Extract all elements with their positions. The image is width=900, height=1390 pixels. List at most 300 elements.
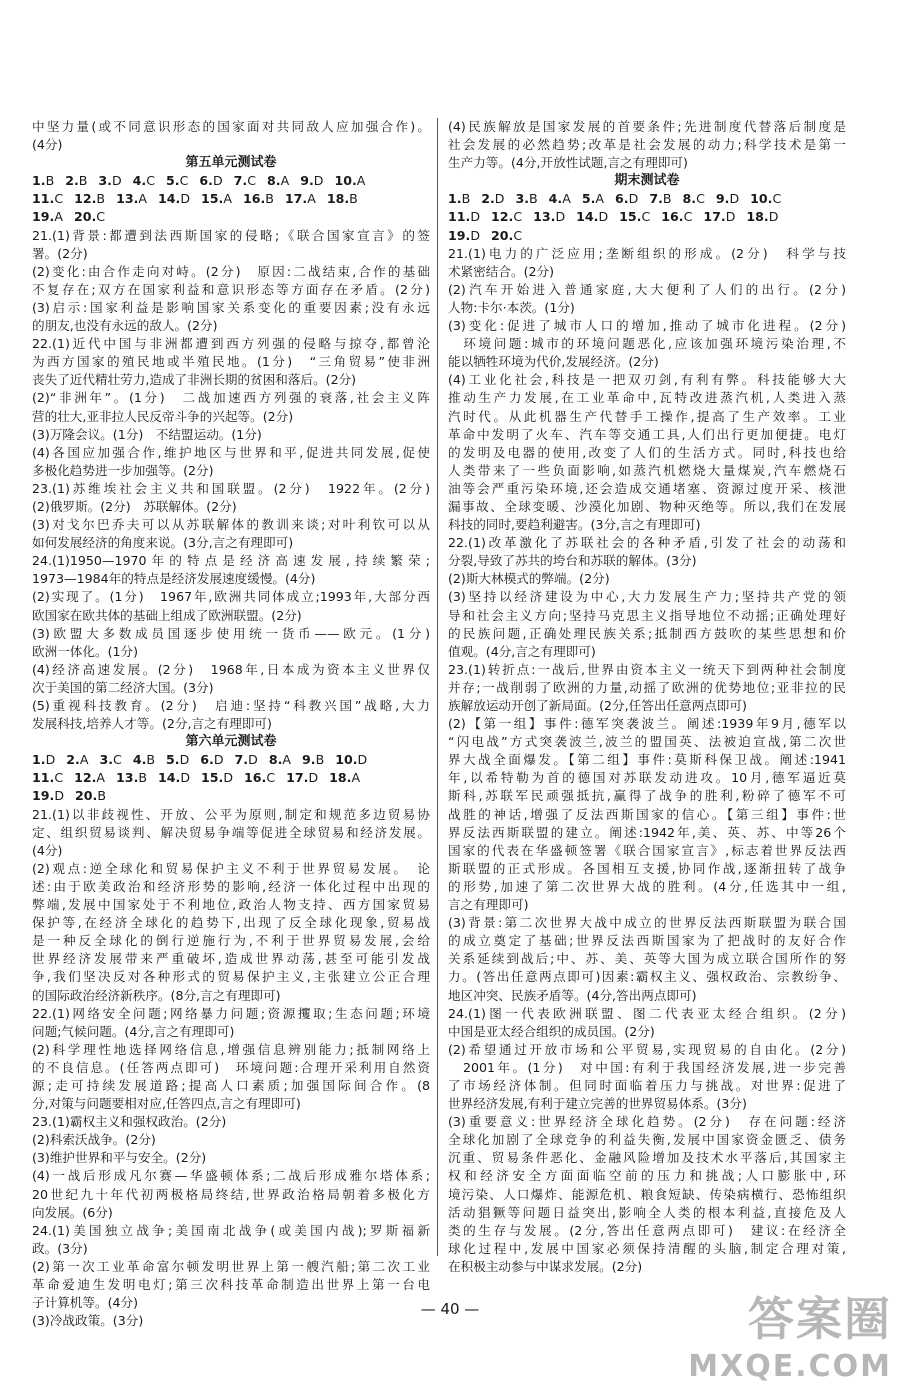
text-line: 20世纪九十年代初两极格局终结,世界政治格局朝着多极化方 xyxy=(32,1186,430,1202)
text-line: 21.(1)背景:都遭到法西斯国家的侵略;《联合国家宣言》的签 xyxy=(32,227,430,243)
text-line: 油等会严重污染环境,还会造成交通堵塞、资源过度开采、核泄 xyxy=(448,480,846,496)
answer-letter: B xyxy=(138,770,147,786)
text-line: 22.(1)改革激化了苏联社会的各种矛盾,引发了社会的动荡和 xyxy=(448,535,846,551)
text-line: 弊端,发展中国家处于不利地位,政治人物支持、西方国家贸易 xyxy=(32,897,430,913)
text-line: 争,我们坚决反对各种形式的贸易保护主义,主张建立公正合理 xyxy=(32,969,430,985)
choice-answer xyxy=(481,190,504,208)
text-line: 发展科技,培养人才等。(2分,言之有理即可) xyxy=(32,716,272,732)
text-line: 欧洲一体化。(1分) xyxy=(32,643,138,659)
question-number: 4. xyxy=(132,173,147,189)
section-heading: 第五单元测试卷 xyxy=(185,155,277,171)
text-line: 的成立奠定了基础;世界反法西斯国家为了把战时的友好合作 xyxy=(448,933,846,949)
text-line: (2)实现了。(1分) 1967年,欧洲共同体成立;1993年,大部分西 xyxy=(32,589,430,605)
text-line: 力。(答出任意两点即可)因素:霸权主义、强权政治、宗教纷争、 xyxy=(448,969,846,985)
choice-answer xyxy=(116,769,147,787)
text-line: 是一种反全球化的倒行逆施行为,不利于世界贸易发展,会给 xyxy=(32,933,430,949)
choice-answer xyxy=(448,208,480,226)
choice-answer xyxy=(286,769,318,787)
text-line: 斯科,苏联军民顽强抵抗,赢得了战争的胜利,粉碎了德军不可 xyxy=(448,788,846,804)
choice-answer xyxy=(166,751,189,769)
choice-answer xyxy=(491,227,522,245)
question-number: 11. xyxy=(448,209,471,225)
choice-answer xyxy=(549,190,571,208)
choice-answer xyxy=(582,190,604,208)
text-line: 族解放运动开创了新局面。(2分,任答出任意两点即可) xyxy=(448,698,747,713)
answer-letter: C xyxy=(54,770,64,786)
text-line: 的朋友,也没有永远的敌人。(2分) xyxy=(32,318,218,334)
question-number: 5. xyxy=(166,752,180,768)
question-number: 3. xyxy=(99,752,114,768)
question-number: 13. xyxy=(116,770,139,786)
text-line: 了市场经济体制。但同时面临着压力与挑战。对世界:促进了 xyxy=(448,1077,846,1093)
text-line: (5)重视科技教育。(2分) 启迪:坚持“科教兴国”战略,大力 xyxy=(32,698,430,713)
question-number: 1. xyxy=(32,173,46,189)
text-line: (4)民族解放是国家发展的首要条件;先进制度代替落后制度是 xyxy=(448,119,846,134)
text-line: 类的生存与发展。(2分,答出任意两点即可) 建议:在经济全 xyxy=(448,1222,846,1238)
text-line: (4)各国应加强合作,维护地区与世界和平,促进共同发展,促使 xyxy=(32,444,430,460)
text-line: (2)汽车开始进入普通家庭,大大便利了人们的出行。(2分) xyxy=(448,281,846,297)
choice-answer xyxy=(201,190,232,208)
text-line: 漏事故、全球变暖、沙漠化加剧、物种灭绝等。所以,我们在发展 xyxy=(448,498,846,514)
choice-answer xyxy=(576,208,608,226)
choice-answer xyxy=(98,172,121,190)
answer-letter: D xyxy=(248,752,258,768)
answer-letter: D xyxy=(313,173,324,189)
choice-answers-row xyxy=(32,172,430,190)
text-line: 中坚力量(或不同意识形态的国家面对共同敌人应加强合作)。 xyxy=(32,119,430,134)
choice-answer xyxy=(649,190,671,208)
question-number: 13. xyxy=(116,191,139,207)
question-number: 9. xyxy=(715,191,730,207)
question-number: 9. xyxy=(300,173,314,189)
question-number: 15. xyxy=(201,191,224,207)
text-line: 全球化加剧了全球竞争的利益失衡,发展中国家资金匮乏、债务 xyxy=(448,1132,846,1148)
text-line: 22.(1)近代中国与非洲都遭到西方列强的侵略与掠夺,都曾沦 xyxy=(32,336,430,352)
question-number: 14. xyxy=(158,770,181,786)
choice-answer xyxy=(133,751,155,769)
answer-letter: A xyxy=(79,752,89,768)
text-line: 欧国家在欧共体的基础上组成了欧洲联盟。(2分) xyxy=(32,607,302,623)
section-heading: 期末测试卷 xyxy=(614,173,680,189)
text-line: (2)科索沃战争。(2分) xyxy=(32,1132,156,1148)
question-number: 19. xyxy=(32,209,55,225)
answer-letter: D xyxy=(725,209,736,225)
text-line: (4)一战后形成凡尔赛—华盛顿体系;二战后形成雅尔塔体系; xyxy=(32,1168,430,1184)
text-line: (2)第一次工业革命富尔顿发明世界上第一艘汽船;第二次工业 xyxy=(32,1258,430,1274)
answer-letter: C xyxy=(683,209,693,225)
choice-answer xyxy=(32,751,55,769)
answer-letter: D xyxy=(180,770,191,786)
answer-letter: D xyxy=(308,770,319,786)
choice-answer xyxy=(74,769,105,787)
text-line: 并存;一战削弱了欧洲的力量,动摇了欧洲的优势地位;亚非拉的民 xyxy=(448,679,846,695)
text-line: 丧失了近代精壮劳力,造成了非洲长期的贫困和落后。(2分) xyxy=(32,372,357,388)
watermark-site: MXQE.COM xyxy=(688,1349,892,1384)
question-number: 18. xyxy=(326,191,350,207)
text-line: (2)科学理性地选择网络信息,增强信息辨别能力;抵制网络上 xyxy=(32,1041,430,1057)
question-number: 12. xyxy=(491,209,514,225)
text-line: 斯联盟的正式形成。各国相互支援,协同作战,逐渐扭转了战争 xyxy=(448,860,846,876)
answer-letter: B xyxy=(529,191,538,207)
text-line: 24.(1)1950—1970年的特点是经济高速发展,持续繁荣; xyxy=(32,553,430,569)
question-number: 8. xyxy=(682,191,697,207)
question-number: 8. xyxy=(267,173,281,189)
page-number: — 40 — xyxy=(420,1300,480,1318)
choice-answer xyxy=(166,172,188,190)
text-line: 的发明及电器的使用,改变了人们的生活方式。同时,科技也给 xyxy=(448,444,846,460)
text-line: 多极化趋势进一步加强等。(2分) xyxy=(32,462,214,478)
question-number: 7. xyxy=(234,752,249,768)
question-number: 2. xyxy=(481,191,495,207)
choice-answers-row xyxy=(32,787,430,805)
choice-answer xyxy=(133,172,155,190)
question-number: 18. xyxy=(746,209,769,225)
question-number: 15. xyxy=(201,770,224,786)
right-column xyxy=(448,118,846,1276)
text-line: 界反法西斯联盟的建立。阐述:1942年,美、英、苏、中等26个 xyxy=(448,824,846,840)
question-number: 9. xyxy=(302,752,316,768)
question-number: 15. xyxy=(619,209,642,225)
choice-answer xyxy=(235,751,258,769)
text-line: 地区冲突、民族矛盾等。(4分,答出两点即可) xyxy=(448,987,697,1003)
answer-letter: C xyxy=(96,209,106,225)
column-divider xyxy=(437,118,438,1256)
choice-answers-row xyxy=(32,190,430,208)
text-line: 关系延续到战后;中、苏、美、英等大国为成立联合国所作的努 xyxy=(448,951,846,967)
text-line: 述:由于欧美政治和经济形势的影响,经济一体化过程中出现的 xyxy=(32,878,430,894)
text-line: 1973—1984年的特点是经济发展速度缓慢。(4分) xyxy=(32,571,316,587)
question-number: 6. xyxy=(199,173,213,189)
choice-answer xyxy=(448,227,480,245)
answer-letter: D xyxy=(45,752,56,768)
text-line: (2)观点:逆全球化和贸易保护主义不利于世界贸易发展。 论 xyxy=(32,860,430,876)
text-line: 22.(1)网络安全问题;网络暴力问题;资源攫取;生态问题;环境 xyxy=(32,1005,430,1021)
answer-letter: A xyxy=(223,191,232,207)
choice-answer xyxy=(74,208,105,226)
choice-answer xyxy=(32,769,63,787)
question-number: 10. xyxy=(750,191,773,207)
choice-answer xyxy=(285,190,316,208)
text-line: 次于美国的第二经济大国。(3分) xyxy=(32,679,214,695)
answer-letter: B xyxy=(97,788,106,804)
text-line: 科技的同时,要趋利避害。(3分,言之有理即可) xyxy=(448,517,701,533)
watermark xyxy=(688,1283,892,1384)
text-line: 营的壮大,亚非拉人民反帝斗争的兴起等。(2分) xyxy=(32,408,294,424)
answer-letter: C xyxy=(696,191,705,207)
text-line: 为西方国家的殖民地或半殖民地。(1分) “三角贸易”使非洲 xyxy=(32,354,430,370)
text-line: 的国际政治经济新秩序。(8分,言之有理即可) xyxy=(32,987,281,1003)
answer-letter: A xyxy=(54,209,63,225)
text-line: 24.(1)美国独立战争;美国南北战争(或美国内战);罗斯福新 xyxy=(32,1222,430,1238)
answer-letter: C xyxy=(641,209,651,225)
answer-letter: D xyxy=(598,209,609,225)
text-line: (3)重要意义:世界经济全球化趋势。(2分) 存在问题:经济 xyxy=(448,1114,846,1130)
text-line: (2)斯大林模式的弊端。(2分) xyxy=(448,571,610,587)
text-line: (3)背景:第二次世界大战中成立的世界反法西斯联盟为联合国 xyxy=(448,915,846,931)
text-line: 24.(1)图一代表欧洲联盟、图二代表亚太经合组织。(2分) xyxy=(448,1005,846,1021)
text-line: (4分) xyxy=(32,137,63,153)
question-number: 20. xyxy=(491,227,514,243)
answer-letter: A xyxy=(282,752,291,768)
answer-letter: A xyxy=(138,191,147,207)
answer-letter: D xyxy=(729,191,740,207)
question-number: 7. xyxy=(233,173,248,189)
text-line: 23.(1)霸权主义和强权政治。(2分) xyxy=(32,1114,227,1130)
text-line: 世界经济发展带来严重破坏,造成世界动荡,甚至可能引发战 xyxy=(32,951,430,967)
question-number: 5. xyxy=(166,173,180,189)
answer-letter: B xyxy=(96,191,106,207)
text-line: 23.(1)苏维埃社会主义共和国联盟。(2分) 1922年。(2分) xyxy=(32,480,430,496)
text-line: (3)万隆会议。(1分) 不结盟运动。(1分) xyxy=(32,426,262,442)
choice-answer xyxy=(32,172,54,190)
text-line: 值观。(4分,言之有理即可) xyxy=(448,643,596,659)
choice-answer xyxy=(703,208,735,226)
choice-answer xyxy=(302,751,324,769)
text-line: 不复存在;双方在国家利益和意识形态等方面存在矛盾。(2分) xyxy=(32,281,430,297)
question-number: 11. xyxy=(32,191,55,207)
text-line: 在积极主动参与中谋求发展。(2分) xyxy=(448,1258,643,1274)
text-line: (2)俄罗斯。(2分) 苏联解体。(2分) xyxy=(32,498,237,514)
text-line: (2)【第一组】事件:德军突袭波兰。阐述:1939年9月,德军以 xyxy=(448,716,846,732)
text-line: (2)希望通过开放市场和公平贸易,实现贸易的自由化。(2分) xyxy=(448,1041,846,1057)
answer-letter: C xyxy=(54,191,64,207)
choice-answers-row xyxy=(448,227,846,245)
choice-answer xyxy=(267,172,289,190)
answer-letter: C xyxy=(266,770,276,786)
text-line: 活动猖獗等问题日益突出,影响全人类的根本利益,直接危及人 xyxy=(448,1204,846,1220)
question-number: 17. xyxy=(286,770,309,786)
question-number: 20. xyxy=(75,788,98,804)
question-number: 13. xyxy=(533,209,556,225)
choice-answer xyxy=(683,190,705,208)
text-line: 21.(1)以非歧视性、开放、公平为原则,制定和规范多边贸易协 xyxy=(32,806,430,822)
text-line: 社会发展的必然趋势;改革是社会发展的动力;科学技术是第一 xyxy=(448,137,846,153)
question-number: 11. xyxy=(32,770,55,786)
text-line: (3)变化:促进了城市人口的增加,推动了城市化进程。(2分) xyxy=(448,318,846,334)
question-number: 16. xyxy=(661,209,684,225)
choice-answer xyxy=(158,190,190,208)
text-line: 言之有理即可) xyxy=(448,897,529,913)
text-line: (3)维护世界和平与安全。(2分) xyxy=(32,1150,207,1166)
choice-answer xyxy=(329,769,360,787)
choice-answer xyxy=(448,190,470,208)
question-number: 12. xyxy=(74,770,97,786)
text-line: 战胜的神话,增强了反法西斯国家的信心。【第三组】事件:世 xyxy=(448,806,846,822)
text-line: 人物:卡尔·本茨。(1分) xyxy=(448,299,575,315)
text-line: 分,对策与问题要相对应,任答四点,言之有理即可) xyxy=(32,1096,301,1112)
question-number: 17. xyxy=(284,191,308,207)
answer-letter: C xyxy=(146,173,156,189)
text-line: 政。(3分) xyxy=(32,1240,88,1256)
choice-answer xyxy=(335,751,367,769)
question-number: 3. xyxy=(515,191,530,207)
answer-letter: D xyxy=(179,752,190,768)
choice-answer xyxy=(99,751,121,769)
text-line: 向发展。(6分) xyxy=(32,1204,113,1220)
answer-letter: D xyxy=(494,191,505,207)
answer-letter: A xyxy=(280,173,290,189)
text-line: (3)对戈尔巴乔夫可以从苏联解体的教训来谈;对叶利钦可以从 xyxy=(32,517,430,533)
question-number: 14. xyxy=(158,191,181,207)
text-line: 中国是亚太经合组织的成员国。(2分) xyxy=(448,1023,655,1039)
text-line: “闪电战”方式突袭波兰,波兰的盟国英、法被迫宣战,第二次世 xyxy=(448,734,846,750)
text-line: 权和经济安全方面面临空前的压力和挑战;人口膨胀中,环 xyxy=(448,1168,846,1184)
choice-answer xyxy=(300,172,323,190)
answer-letter: D xyxy=(555,209,566,225)
choice-answer xyxy=(327,190,358,208)
choice-answer xyxy=(65,172,87,190)
watermark-title: 答案圈 xyxy=(748,1292,892,1346)
answer-letter: C xyxy=(772,191,782,207)
text-line: (3)启示:国家利益是影响国家关系变化的重要因素;没有永远 xyxy=(32,299,430,315)
choice-answers-row xyxy=(32,208,430,226)
choice-answer xyxy=(661,208,692,226)
text-line: (3)冷战政策。(3分) xyxy=(32,1313,144,1329)
answer-letter: A xyxy=(307,191,316,207)
question-number: 10. xyxy=(334,173,357,189)
choice-answer xyxy=(716,190,739,208)
choice-answer xyxy=(201,769,233,787)
text-line: 生产力等。(4分,开放性试题,言之有理即可) xyxy=(448,155,688,171)
answer-letter: B xyxy=(45,173,55,189)
question-number: 1. xyxy=(448,191,462,207)
choice-answer xyxy=(244,769,275,787)
question-number: 20. xyxy=(73,209,97,225)
question-number: 8. xyxy=(268,752,283,768)
question-number: 7. xyxy=(649,191,663,207)
text-line: 导和社会主义方向;坚持马克思主义指导地位不动摇;正确处理好 xyxy=(448,607,846,623)
answer-letter: A xyxy=(356,173,366,189)
choice-answer xyxy=(66,751,88,769)
question-number: 19. xyxy=(448,227,471,243)
choice-answer xyxy=(32,787,64,805)
question-number: 14. xyxy=(576,209,599,225)
answer-letter: A xyxy=(351,770,361,786)
choice-answer xyxy=(615,190,638,208)
answer-letter: D xyxy=(54,788,65,804)
choice-answer xyxy=(116,190,147,208)
text-line: (2)变化:由合作走向对峙。(2分) 原因:二战结束,合作的基础 xyxy=(32,263,430,279)
text-line: 源;走可持续发展道路;提高人口素质;加强国际间合作。(8 xyxy=(32,1077,430,1093)
answer-letter: D xyxy=(470,209,481,225)
text-line: 境污染、人口爆炸、能源危机、粮食短缺、传染病横行、恐怖组织 xyxy=(448,1186,846,1202)
text-line: 球化过程中,发展中国家必须保持清醒的头脑,制定合理对策, xyxy=(448,1240,846,1256)
text-line: (2)“非洲年”。(1分) 二战加速西方列强的衰落,社会主义阵 xyxy=(32,390,430,406)
text-line: 2001年。(1分) 对中国:有利于我国经济发展,进一步完善 xyxy=(448,1059,846,1075)
question-number: 16. xyxy=(242,191,266,207)
answer-letter: B xyxy=(349,191,358,207)
question-number: 16. xyxy=(244,770,267,786)
text-line: 推动生产力发展,在工业革命中,瓦特改进蒸汽机,人类进入蒸 xyxy=(448,390,846,406)
choice-answer xyxy=(75,787,106,805)
answer-letter: A xyxy=(595,191,605,207)
question-number: 4. xyxy=(548,191,563,207)
answer-letter: D xyxy=(212,173,223,189)
text-line: 定、组织贸易谈判、解决贸易争端等促进全球贸易和经济发展。 xyxy=(32,824,430,840)
answer-letter: D xyxy=(357,752,368,768)
question-number: 10. xyxy=(335,752,358,768)
text-line: 的形势,加速了第二次世界大战的胜利。(4分,任选其中一组, xyxy=(448,878,846,894)
text-line: 汽时代。从此机器生产代替手工操作,提高了生产效率。工业 xyxy=(448,408,846,424)
question-number: 2. xyxy=(66,752,80,768)
answer-letter: D xyxy=(470,227,481,243)
answer-letter: B xyxy=(461,191,471,207)
question-number: 6. xyxy=(200,752,214,768)
section-heading: 第六单元测试卷 xyxy=(185,734,277,750)
answer-letter: D xyxy=(213,752,224,768)
text-line: 环境问题:城市的环境问题恶化,应该加强环境污染治理,不 xyxy=(448,336,846,352)
text-line: 年,以希特勒为首的德国对苏联发动进攻。10月,德军逼近莫 xyxy=(448,770,846,786)
choice-answers-row xyxy=(32,751,430,769)
answer-letter: D xyxy=(180,191,191,207)
question-number: 18. xyxy=(329,770,352,786)
choice-answer xyxy=(234,172,256,190)
choice-answer xyxy=(746,208,778,226)
choice-answers-row xyxy=(448,190,846,208)
choice-answer xyxy=(491,208,522,226)
answer-letter: D xyxy=(111,173,122,189)
choice-answer xyxy=(243,190,274,208)
choice-answers-row xyxy=(448,208,846,226)
choice-answer xyxy=(200,751,223,769)
text-line: 革命爱迪生发明电灯;第三次科技革命制造出世界上第一台电 xyxy=(32,1277,430,1292)
choice-answer xyxy=(158,769,190,787)
left-column xyxy=(32,118,430,1330)
text-line: 23.(1)转折点:一战后,世界由资本主义一统天下到两种社会制度 xyxy=(448,661,846,677)
text-line: 问题;气候问题。(4分,言之有理即可) xyxy=(32,1023,235,1039)
question-number: 2. xyxy=(65,173,79,189)
answer-letter: A xyxy=(96,770,106,786)
choice-answer xyxy=(32,190,63,208)
choice-answer xyxy=(74,190,105,208)
choice-answer xyxy=(199,172,222,190)
answer-letter: C xyxy=(113,752,122,768)
text-line: 术紧密结合。(2分) xyxy=(448,263,554,279)
text-line: 分裂,导致了苏共的垮台和苏联的解体。(3分) xyxy=(448,553,697,569)
answer-letter: B xyxy=(315,752,325,768)
text-line: 如何发展经济的角度来说。(3分,言之有理即可) xyxy=(32,535,294,551)
question-number: 4. xyxy=(132,752,147,768)
answer-letter: C xyxy=(179,173,189,189)
choice-answer xyxy=(32,208,63,226)
question-number: 6. xyxy=(615,191,629,207)
choice-answer xyxy=(619,208,650,226)
choice-answer xyxy=(334,172,365,190)
question-number: 19. xyxy=(32,788,55,804)
choice-answers-row xyxy=(32,769,430,787)
text-line: (4)经济高速发展。(2分) 1968年,日本成为资本主义世界仅 xyxy=(32,661,430,677)
text-line: 界大战全面爆发。【第二组】事件:莫斯科保卫战。阐述:1941 xyxy=(448,752,846,768)
answer-letter: C xyxy=(247,173,257,189)
choice-answer xyxy=(750,190,781,208)
text-line: 署。(2分) xyxy=(32,245,88,261)
answer-letter: B xyxy=(265,191,274,207)
answer-letter: D xyxy=(628,191,639,207)
choice-answer xyxy=(533,208,565,226)
answer-letter: A xyxy=(562,191,571,207)
text-line: 沉重、贸易条件恶化、金融风险增加及技术水平落后,其国家主 xyxy=(448,1150,846,1166)
text-line: 的民族问题,正确处理民族关系;抵制西方鼓吹的某些思想和价 xyxy=(448,625,846,641)
question-number: 17. xyxy=(703,209,726,225)
question-number: 3. xyxy=(98,173,112,189)
question-number: 5. xyxy=(581,191,596,207)
text-line: 革命中发明了火车、汽车等交通工具,人们出行更加便捷。电灯 xyxy=(448,426,846,442)
answer-letter: C xyxy=(513,227,523,243)
text-line: 国家的代表在华盛顿签署《联合国家宣言》,标志着世界反法西 xyxy=(448,842,846,858)
answer-letter: C xyxy=(513,209,523,225)
text-line: (3)坚持以经济建设为中心,大力发展生产力;坚持共产党的领 xyxy=(448,589,846,605)
answer-letter: B xyxy=(662,191,672,207)
